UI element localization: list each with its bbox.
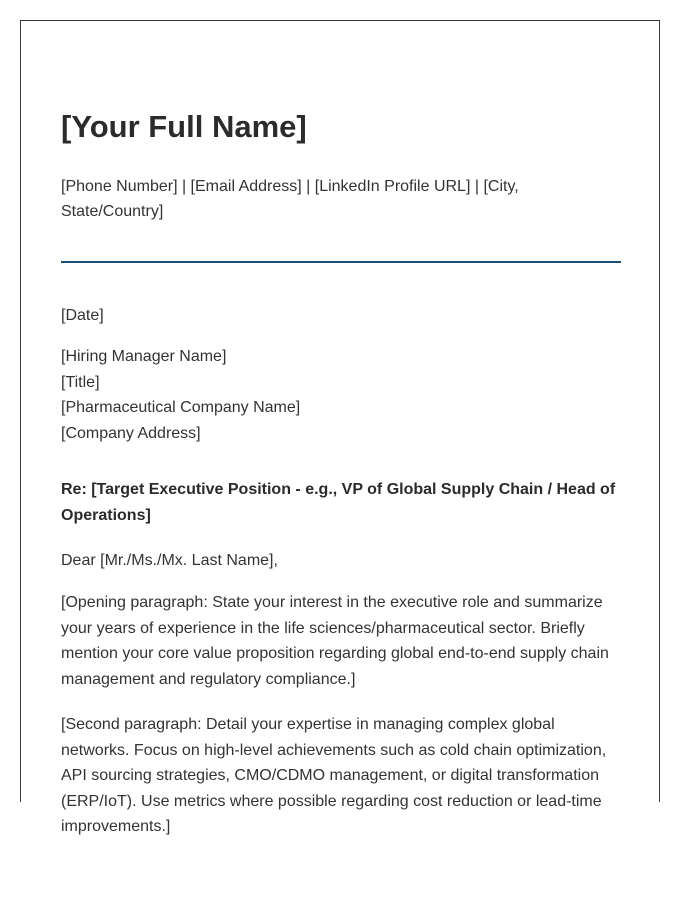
recipient-company: [Pharmaceutical Company Name] xyxy=(61,399,301,416)
sender-name: [Your Full Name] xyxy=(61,109,307,144)
subject-line: Re: [Target Executive Position - e.g., VP of Global Supply Chain / Head of Operations] xyxy=(61,481,616,524)
header-divider xyxy=(61,261,621,263)
opening-paragraph: [Opening paragraph: State your interest in the executive role and summarize your years of experience in the life sciences/pharmaceutical sector. Briefly mention your core value proposition regarding global end-to-end supply chain management and regulatory compliance.] xyxy=(61,594,609,688)
letter-date: [Date] xyxy=(61,307,104,324)
recipient-address: [Company Address] xyxy=(61,424,201,442)
recipient-title: [Title] xyxy=(61,373,100,391)
recipient-name: [Hiring Manager Name] xyxy=(61,348,227,365)
letter-page xyxy=(20,20,660,835)
second-paragraph: [Second paragraph: Detail your expertise in managing complex global networks. Focus on high-level achievements such as cold chain optimization, API sourcing strategies, CMO/CDMO management, or digital transformation (ERP/IoT). Use metrics where possible regarding cost reduction or lead-time improvements.] xyxy=(61,716,607,835)
contact-line: [Phone Number] | [Email Address] | [LinkedIn Profile URL] | [City, State/Country] xyxy=(61,178,519,220)
salutation: Dear [Mr./Ms./Mx. Last Name], xyxy=(61,552,278,569)
recipient-block xyxy=(61,344,621,446)
